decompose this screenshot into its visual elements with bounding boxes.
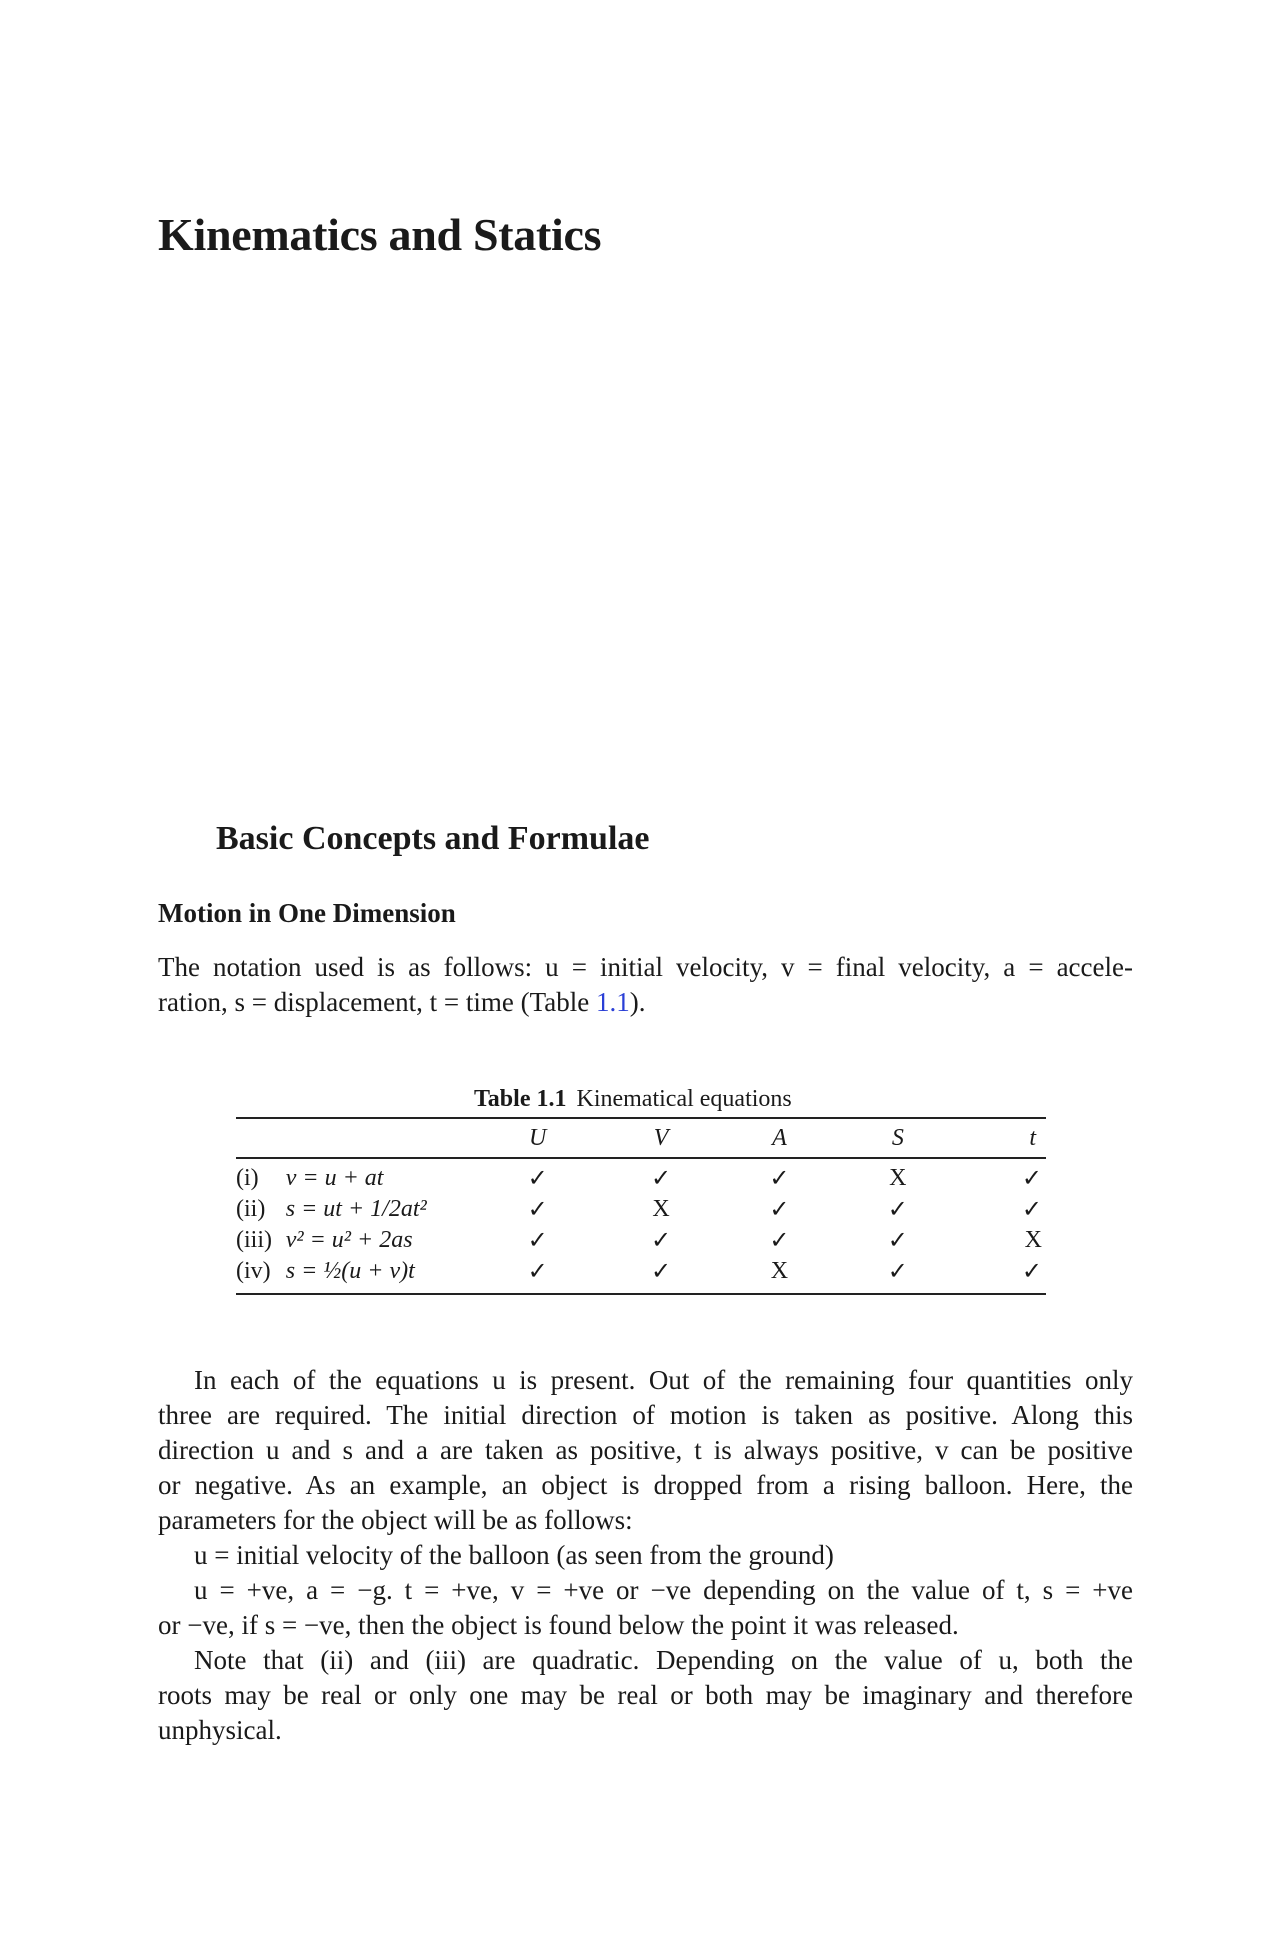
row-number: (ii) — [236, 1196, 266, 1222]
row-mark: ✓ — [527, 1259, 548, 1285]
row-mark: ✓ — [887, 1259, 908, 1285]
body-line: In each of the equations u is present. Out of the remaining four quantities only — [194, 1365, 1133, 1395]
intro-text: ration, s = displacement, t = time (Table — [158, 987, 596, 1017]
intro-line: The notation used is as follows: u = initial velocity, v = final velocity, a = accele- — [158, 952, 1133, 982]
table-header-row — [236, 1118, 1046, 1158]
row-equation: v² = u² + 2as — [285, 1227, 413, 1253]
table-caption-text: Kinematical equations — [576, 1086, 792, 1112]
table-row — [236, 1256, 1046, 1294]
row-mark: ✓ — [1021, 1259, 1042, 1285]
row-mark: ✓ — [1021, 1166, 1042, 1192]
header-blank — [236, 1118, 286, 1158]
body-line: Note that (ii) and (iii) are quadratic. Depending on the value of u, both the — [194, 1645, 1133, 1675]
row-mark: X — [652, 1196, 670, 1222]
row-mark: ✓ — [887, 1197, 908, 1223]
row-mark: ✓ — [769, 1166, 790, 1192]
chapter-title: Kinematics and Statics — [158, 209, 602, 260]
section-title: Basic Concepts and Formulae — [216, 820, 650, 857]
row-mark: ✓ — [1021, 1197, 1042, 1223]
column-header: S — [891, 1124, 904, 1151]
body-paragraphs — [158, 1363, 1133, 1748]
row-mark: ✓ — [769, 1197, 790, 1223]
body-line: or negative. As an example, an object is dropped from a rising balloon. Here, the — [158, 1470, 1133, 1500]
intro-line — [158, 985, 1133, 1020]
column-header: V — [653, 1124, 669, 1151]
row-mark: ✓ — [650, 1228, 672, 1254]
table-row — [236, 1194, 1046, 1225]
intro-paragraph — [158, 950, 1133, 1020]
column-header: A — [772, 1124, 787, 1151]
body-line: direction u and s and a are taken as positive, t is always positive, v can be positive — [158, 1435, 1133, 1465]
row-mark: ✓ — [650, 1259, 672, 1285]
body-line: roots may be real or only one may be real or both may be imaginary and therefore — [158, 1680, 1133, 1710]
row-mark: ✓ — [769, 1228, 790, 1254]
subsection-title: Motion in One Dimension — [158, 898, 456, 928]
body-line: parameters for the object will be as follows: — [158, 1505, 633, 1535]
table-row — [236, 1158, 1046, 1194]
row-number: (iii) — [236, 1227, 272, 1253]
table-caption — [474, 1086, 792, 1113]
body-line: u = +ve, a = −g. t = +ve, v = +ve or −ve depending on the value of t, s = +ve — [194, 1575, 1133, 1605]
column-header: U — [529, 1124, 547, 1151]
column-header: t — [1029, 1124, 1036, 1151]
row-mark: ✓ — [887, 1228, 908, 1254]
row-equation: s = ½(u + v)t — [285, 1258, 415, 1284]
body-line: u = initial velocity of the balloon (as seen from the ground) — [194, 1540, 834, 1570]
row-mark: X — [1024, 1227, 1042, 1253]
table-row — [236, 1225, 1046, 1256]
kinematical-equations-table — [236, 1117, 1046, 1295]
row-mark: ✓ — [650, 1166, 672, 1192]
body-line: three are required. The initial direction of motion is taken as positive. Along this — [158, 1400, 1133, 1430]
intro-text: ). — [629, 987, 646, 1017]
body-line: unphysical. — [158, 1715, 282, 1745]
row-mark: X — [770, 1258, 789, 1284]
row-equation: s = ut + 1/2at² — [285, 1196, 427, 1222]
row-mark: ✓ — [527, 1228, 548, 1254]
row-mark: ✓ — [527, 1197, 548, 1223]
row-mark: ✓ — [527, 1166, 548, 1192]
row-number: (iv) — [236, 1258, 271, 1284]
body-line: or −ve, if s = −ve, then the object is found below the point it was released. — [158, 1610, 959, 1640]
table-caption-label: Table 1.1 — [474, 1086, 567, 1112]
row-mark: X — [889, 1165, 907, 1191]
row-number: (i) — [236, 1165, 259, 1191]
header-blank — [286, 1118, 474, 1158]
table-reference-link[interactable]: 1.1 — [595, 987, 630, 1017]
row-equation: v = u + at — [285, 1165, 384, 1191]
